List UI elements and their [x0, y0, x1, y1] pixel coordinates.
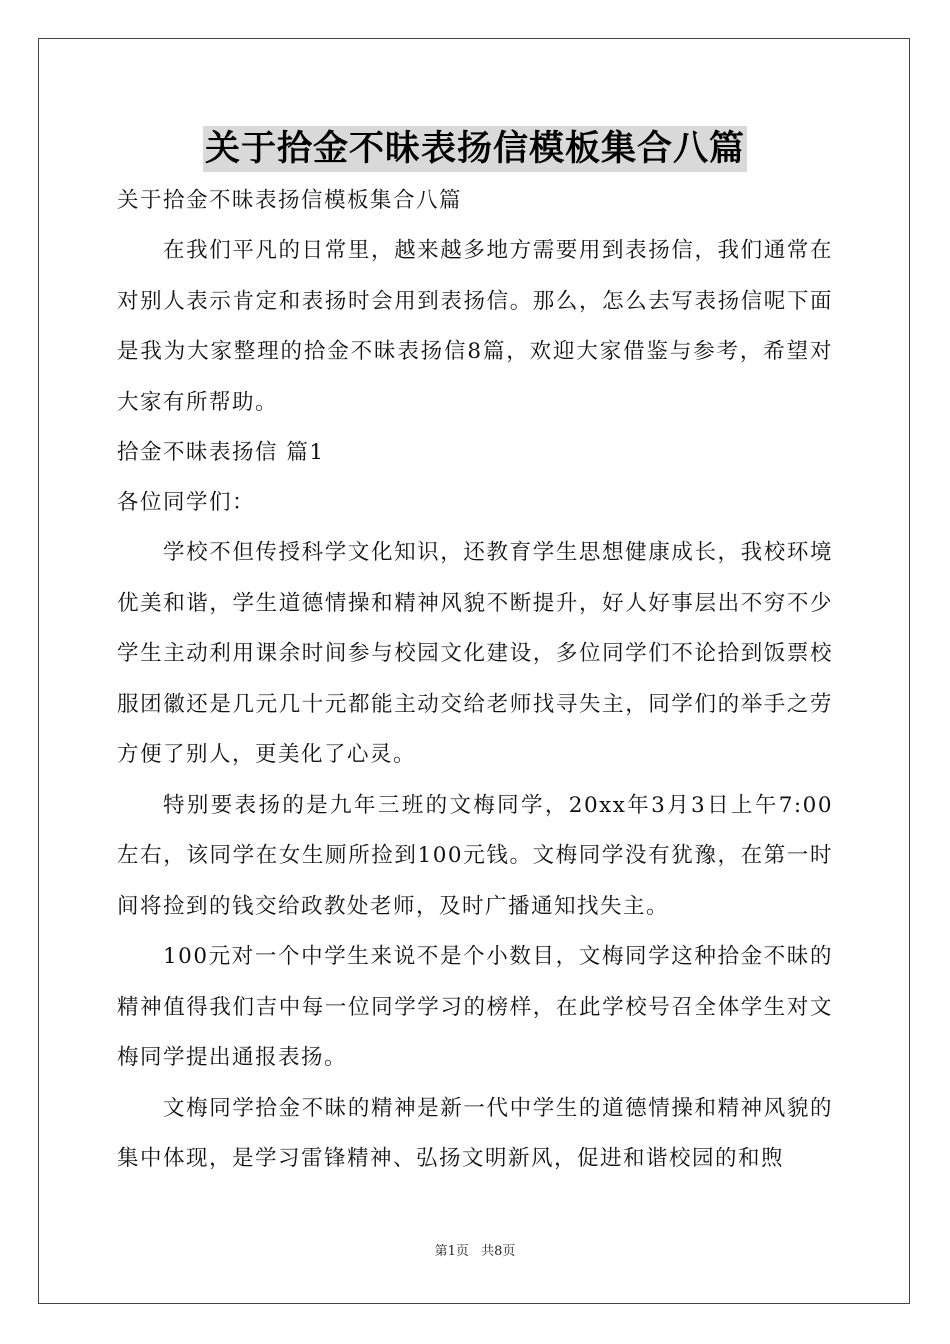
document-body [117, 176, 833, 1185]
salutation: 各位同学们： [117, 490, 256, 515]
body-paragraph: 学校不但传授科学文化知识，还教育学生思想健康成长，我校环境优美和谐，学生道德情操和精神风貌不断提升，好人好事层出不穷不少学生主动利用课余时间参与校园文化建设，多位同学们不论拾到饭票校服团徽还是几元几十元都能主动交给老师找寻失主，同学们的举手之劳方便了别人，更美化了心灵。 [117, 540, 833, 767]
document-title: 关于拾金不昧表扬信模板集合八篇 [203, 126, 747, 172]
document-subtitle: 关于拾金不昧表扬信模板集合八篇 [117, 188, 463, 213]
page-total: 共8页 [481, 1244, 516, 1259]
body-paragraph: 文梅同学拾金不昧的精神是新一代中学生的道德情操和精神风貌的集中体现，是学习雷锋精神、弘扬文明新风，促进和谐校园的和煦 [117, 1095, 833, 1171]
body-paragraph: 特别要表扬的是九年三班的文梅同学，20xx年3月3日上午7:00左右，该同学在女生厕所捡到100元钱。文梅同学没有犹豫，在第一时间将捡到的钱交给政教处老师，及时广播通知找失主。 [117, 792, 833, 919]
section-heading: 拾金不昧表扬信 篇1 [117, 440, 325, 465]
page-footer [0, 1244, 950, 1260]
body-paragraph: 100元对一个中学生来说不是个小数目，文梅同学这种拾金不昧的精神值得我们吉中每一位同学学习的榜样，在此学校号召全体学生对文梅同学提出通报表扬。 [117, 944, 833, 1070]
page-number: 第1页 [434, 1244, 469, 1259]
intro-paragraph: 在我们平凡的日常里，越来越多地方需要用到表扬信，我们通常在对别人表示肯定和表扬时会用到表扬信。那么，怎么去写表扬信呢下面是我为大家整理的拾金不昧表扬信8篇，欢迎大家借鉴与参考，希望对大家有所帮助。 [117, 238, 833, 415]
title-area [0, 126, 950, 172]
